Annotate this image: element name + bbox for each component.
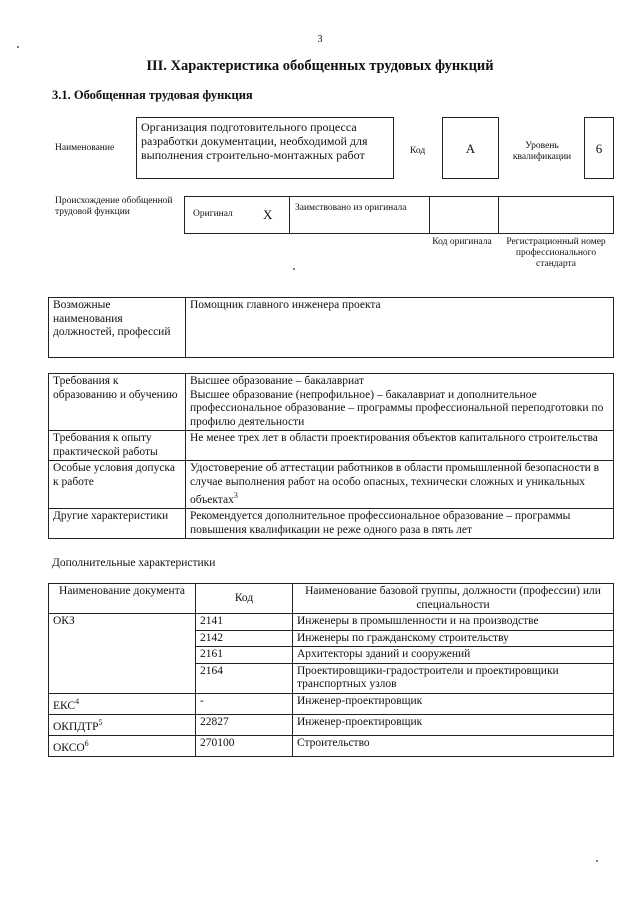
education-label: Требования к образованию и обучению <box>49 374 186 431</box>
okso-doc-cell <box>49 736 196 757</box>
other-label: Другие характеристики <box>49 509 186 539</box>
admission-label: Особые условия допуска к работе <box>49 461 186 509</box>
reg-number-caption: Регистрационный номер профессионального стандарта <box>506 237 606 269</box>
name-label: Наименование <box>55 143 115 153</box>
col-code-header: Код <box>196 584 293 614</box>
okpdtr-doc-cell <box>49 714 196 735</box>
code-original-caption: Код оригинала <box>432 237 492 247</box>
okso-name: Строительство <box>293 736 614 757</box>
eks-name: Инженер-проектировщик <box>293 693 614 714</box>
level-label: Уровень квалификации <box>512 141 572 162</box>
origin-label: Происхождение обобщенной трудовой функции <box>55 196 173 217</box>
footnote-4: 4 <box>75 696 80 706</box>
education-value: Высшее образование – бакалавриат Высшее образование (непрофильное) – бакалавриат и дополнительное профессиональное образование – программы профессиональной переподготовки по профилю деятельности <box>186 374 614 431</box>
okz-name: Инженеры по гражданскому строительству <box>293 630 614 647</box>
footnote-6: 6 <box>84 739 89 749</box>
qualification-level-value: 6 <box>584 117 614 179</box>
origin-row <box>184 196 614 234</box>
col-name-header: Наименование базовой группы, должности (профессии) или специальности <box>293 584 614 614</box>
col-doc-header: Наименование документа <box>49 584 196 614</box>
positions-table <box>48 297 614 358</box>
subsection-title: 3.1. Обобщенная трудовая функция <box>52 88 253 102</box>
code-label: Код <box>410 146 426 156</box>
function-code-value: А <box>442 117 499 179</box>
okz-name: Архитекторы зданий и сооружений <box>293 647 614 664</box>
additional-table <box>48 583 614 757</box>
footnote-5: 5 <box>98 717 103 727</box>
section-title: III. Характеристика обобщенных трудовых функций <box>146 58 494 74</box>
footnote-3: 3 <box>233 491 238 500</box>
positions-value: Помощник главного инженера проекта <box>186 298 614 358</box>
other-value: Рекомендуется дополнительное профессиональное образование – программы повышения квалификации не реже одного раза в пять лет <box>186 509 614 539</box>
okso-doc: ОКСО <box>53 741 85 754</box>
scan-speck <box>293 268 295 270</box>
scan-speck <box>17 46 19 48</box>
okz-code: 2142 <box>196 630 293 647</box>
okpdtr-doc: ОКПДТР <box>53 720 99 733</box>
okz-doc: ОКЗ <box>49 614 196 694</box>
scan-speck <box>596 860 598 862</box>
function-name-value: Организация подготовительного процесса разработки документации, необходимой для выполнения строительно-монтажных работ <box>136 117 394 179</box>
original-label: Оригинал <box>193 209 233 219</box>
eks-doc: ЕКС <box>53 699 76 712</box>
okz-name: Инженеры в промышленности и на производстве <box>293 614 614 631</box>
okz-code: 2164 <box>196 663 293 693</box>
okz-code: 2141 <box>196 614 293 631</box>
eks-code: - <box>196 693 293 714</box>
page-number: 3 <box>317 34 323 45</box>
admission-value: Удостоверение об аттестации работников в области промышленной безопасности в случае выполнения работ на особо опасных, технически сложных и уникальных объектах <box>190 462 600 506</box>
admission-cell <box>186 461 614 509</box>
eks-doc-cell <box>49 693 196 714</box>
okz-code: 2161 <box>196 647 293 664</box>
okz-name: Проектировщики-градостроители и проектировщики транспортных узлов <box>293 663 614 693</box>
additional-title: Дополнительные характеристики <box>52 557 216 569</box>
okpdtr-code: 22827 <box>196 714 293 735</box>
requirements-table <box>48 373 614 539</box>
okpdtr-name: Инженер-проектировщик <box>293 714 614 735</box>
experience-value: Не менее трех лет в области проектирования объектов капитального строительства <box>186 431 614 461</box>
positions-label: Возможные наименования должностей, профессий <box>49 298 186 358</box>
okso-code: 270100 <box>196 736 293 757</box>
experience-label: Требования к опыту практической работы <box>49 431 186 461</box>
borrowed-label: Заимствовано из оригинала <box>295 203 407 213</box>
original-mark: Х <box>263 207 273 222</box>
